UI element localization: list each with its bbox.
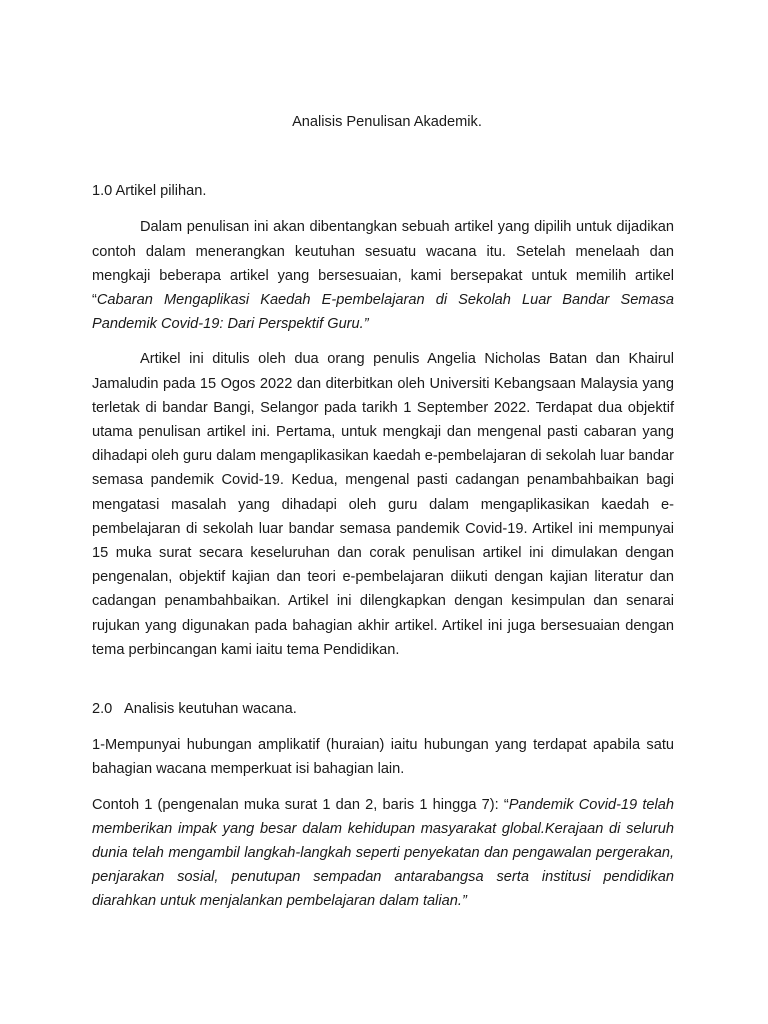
document-title: Analisis Penulisan Akademik. (292, 114, 482, 130)
section-1-paragraph-2: Artikel ini ditulis oleh dua orang penulis Angelia Nicholas Batan dan Khairul Jamaludin pada 15 Ogos 2022 dan diterbitkan oleh Universiti Kebangsaan Malaysia yang terletak di bandar Bangi, Selangor pada tarikh 1 September 2022. Terdapat dua objektif utama penulisan artikel ini. Pertama, untuk mengkaji dan mengenal pasti cabaran yang dihadapi oleh guru dalam mengaplikasikan kaedah e-pembelajaran di sekolah luar bandar semasa pandemik Covid-19. Kedua, mengenal pasti cadangan penambahbaikan bagi mengatasi masalah yang dihadapi oleh guru dalam mengaplikasikan kaedah e-pembelajaran di sekolah luar bandar semasa pandemik Covid-19. Artikel ini mempunyai 15 muka surat secara keseluruhan dan corak penulisan artikel ini dimulakan dengan pengenalan, objektif kajian dan teori e-pembelajaran diikuti dengan kajian literatur dan cadangan penambahbaikan. Artikel ini dilengkapkan dengan kesimpulan dan senarai rujukan yang digunakan pada bahagian akhir artikel. Artikel ini juga bersesuaian dengan tema perbincangan kami iaitu tema Pendidikan. (92, 351, 674, 658)
section-1-heading: 1.0 Artikel pilihan. (92, 183, 207, 200)
section-2-heading (92, 697, 674, 721)
section-2-paragraph-1: 1-Mempunyai hubungan amplikatif (huraian) iaitu hubungan yang terdapat apabila satu bahagian wacana memperkuat isi bahagian lain. (92, 737, 674, 778)
section-1-paragraph-1 (92, 215, 674, 336)
article-title-italic: Cabaran Mengaplikasi Kaedah E-pembelajaran di Sekolah Luar Bandar Semasa Pandemik Covid-19: Dari Perspektif Guru.” (92, 292, 674, 333)
document-body (92, 110, 674, 925)
section-1-paragraph-1-text: Dalam penulisan ini akan dibentangkan sebuah artikel yang dipilih untuk dijadikan contoh dalam menerangkan keutuhan sesuatu wacana itu. Setelah menelaah dan mengkaji beberapa artikel yang bersesuaian, kami bersepakat untuk memilih artikel “ (92, 219, 674, 309)
quote-italic: Pandemik Covid-19 telah memberikan impak yang besar dalam kehidupan masyarakat global.Kerajaan di seluruh dunia telah mengambil langkah-langkah seperti penyekatan dan pengawalan pergerakan, penjarakan sosial, penutupan sempadan antarabangsa serta institusi pendidikan diarahkan untuk menjalankan pembelajaran dalam talian.” (92, 796, 674, 910)
section-2-paragraph-2-text: Contoh 1 (pengenalan muka surat 1 dan 2, baris 1 hingga 7): “ (92, 796, 509, 813)
section-2-paragraph-2 (92, 793, 674, 914)
section-2-heading-text: Analisis keutuhan wacana. (124, 701, 297, 718)
section-2-number: 2.0 (92, 701, 113, 718)
